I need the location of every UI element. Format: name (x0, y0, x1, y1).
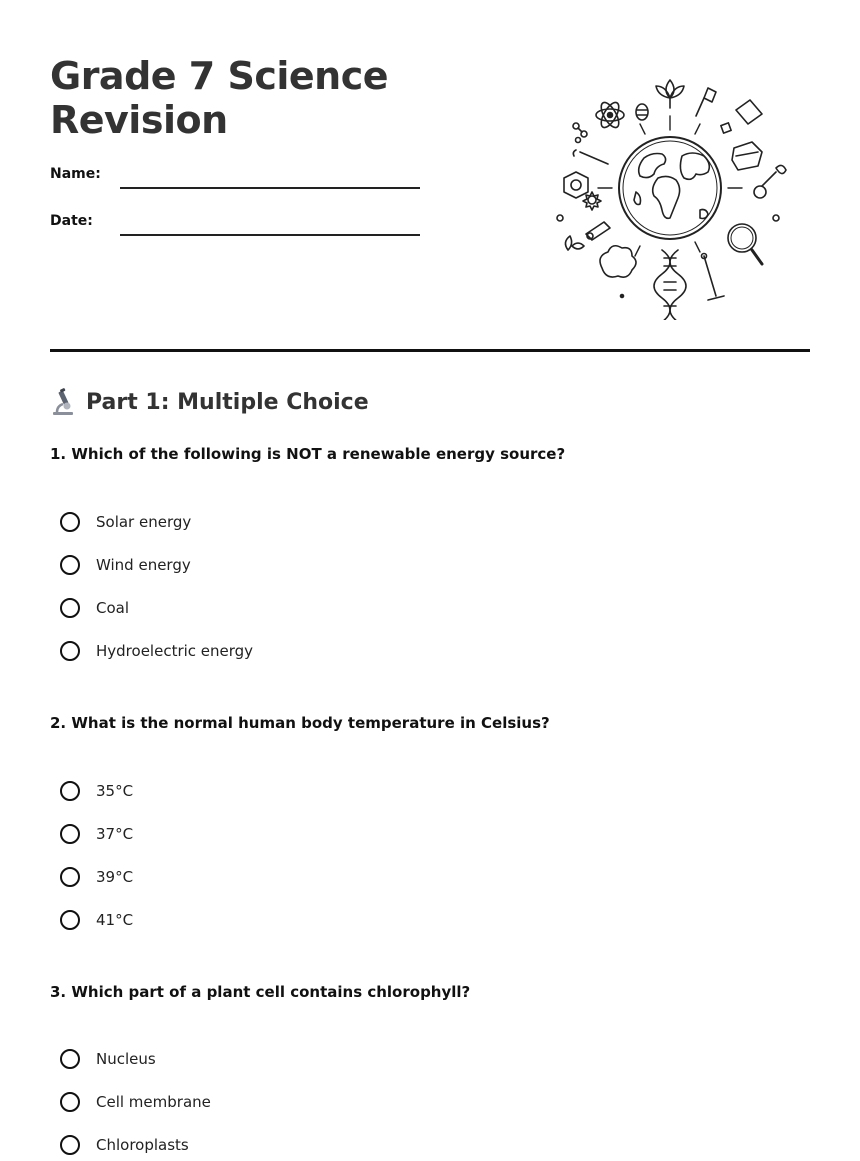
option-label: Hydroelectric energy (96, 642, 254, 660)
radio-button[interactable] (60, 512, 80, 532)
radio-button[interactable] (60, 641, 80, 661)
molecule-icon (573, 123, 587, 143)
date-label: Date: (50, 213, 93, 229)
q1-option-3[interactable] (60, 595, 129, 621)
radio-button[interactable] (60, 867, 80, 887)
question-3: 3. Which part of a plant cell contains chlorophyll? (50, 983, 471, 1001)
q1-option-1[interactable] (60, 509, 191, 535)
radio-button[interactable] (60, 781, 80, 801)
rock-icon (732, 142, 762, 170)
option-label: 39°C (96, 868, 134, 886)
science-globe-illustration (540, 60, 800, 320)
q2-option-1[interactable] (60, 778, 133, 804)
small-flower-icon (557, 215, 563, 221)
radio-button[interactable] (60, 910, 80, 930)
plant-icon (656, 80, 684, 108)
radio-button[interactable] (60, 1092, 80, 1112)
test-tube-icon (586, 222, 610, 240)
q2-option-3[interactable] (60, 864, 133, 890)
q3-option-3[interactable] (60, 1132, 189, 1158)
bee-icon (636, 104, 648, 120)
name-field-line[interactable] (120, 187, 420, 189)
leaves-icon (565, 236, 584, 250)
option-label: 35°C (96, 782, 134, 800)
section-title: Part 1: Multiple Choice (86, 389, 369, 415)
q2-option-2[interactable] (60, 821, 133, 847)
option-label: 37°C (96, 825, 134, 843)
option-label: Coal (96, 599, 130, 617)
option-label: Nucleus (96, 1050, 156, 1068)
section-heading (50, 388, 369, 416)
dot-icon (621, 295, 624, 298)
question-2: 2. What is the normal human body temperature in Celsius? (50, 714, 550, 732)
atom-icon (596, 100, 624, 130)
thermometer-icon (573, 150, 608, 164)
notebook-icon (721, 100, 762, 133)
option-label: Wind energy (96, 556, 191, 574)
option-label: Solar energy (96, 513, 192, 531)
q3-option-1[interactable] (60, 1046, 156, 1072)
radio-button[interactable] (60, 1135, 80, 1155)
option-label: Cell membrane (96, 1093, 211, 1111)
small-flower-right-icon (773, 215, 779, 221)
date-field-line[interactable] (120, 234, 420, 236)
option-label: 41°C (96, 911, 134, 929)
brain-icon (600, 246, 636, 277)
question-1: 1. Which of the following is NOT a renewable energy source? (50, 445, 566, 463)
radio-button[interactable] (60, 555, 80, 575)
q3-option-2[interactable] (60, 1089, 211, 1115)
header-divider (50, 349, 810, 352)
q2-option-4[interactable] (60, 907, 133, 933)
radio-button[interactable] (60, 1049, 80, 1069)
name-label: Name: (50, 166, 101, 182)
brush-icon (696, 88, 716, 116)
dna-icon (654, 250, 686, 320)
pipette-icon (702, 254, 725, 301)
globe-icon (619, 137, 721, 239)
q1-option-2[interactable] (60, 552, 191, 578)
magnifier-icon (728, 224, 762, 264)
q1-option-4[interactable] (60, 638, 253, 664)
radio-button[interactable] (60, 598, 80, 618)
radio-button[interactable] (60, 824, 80, 844)
option-label: Chloroplasts (96, 1136, 189, 1154)
atom-left-icon (564, 172, 588, 198)
gear-icon (583, 192, 601, 210)
microscope-icon (50, 388, 76, 416)
flower-icon (754, 165, 786, 198)
page-title: Grade 7 Science Revision (50, 54, 388, 142)
